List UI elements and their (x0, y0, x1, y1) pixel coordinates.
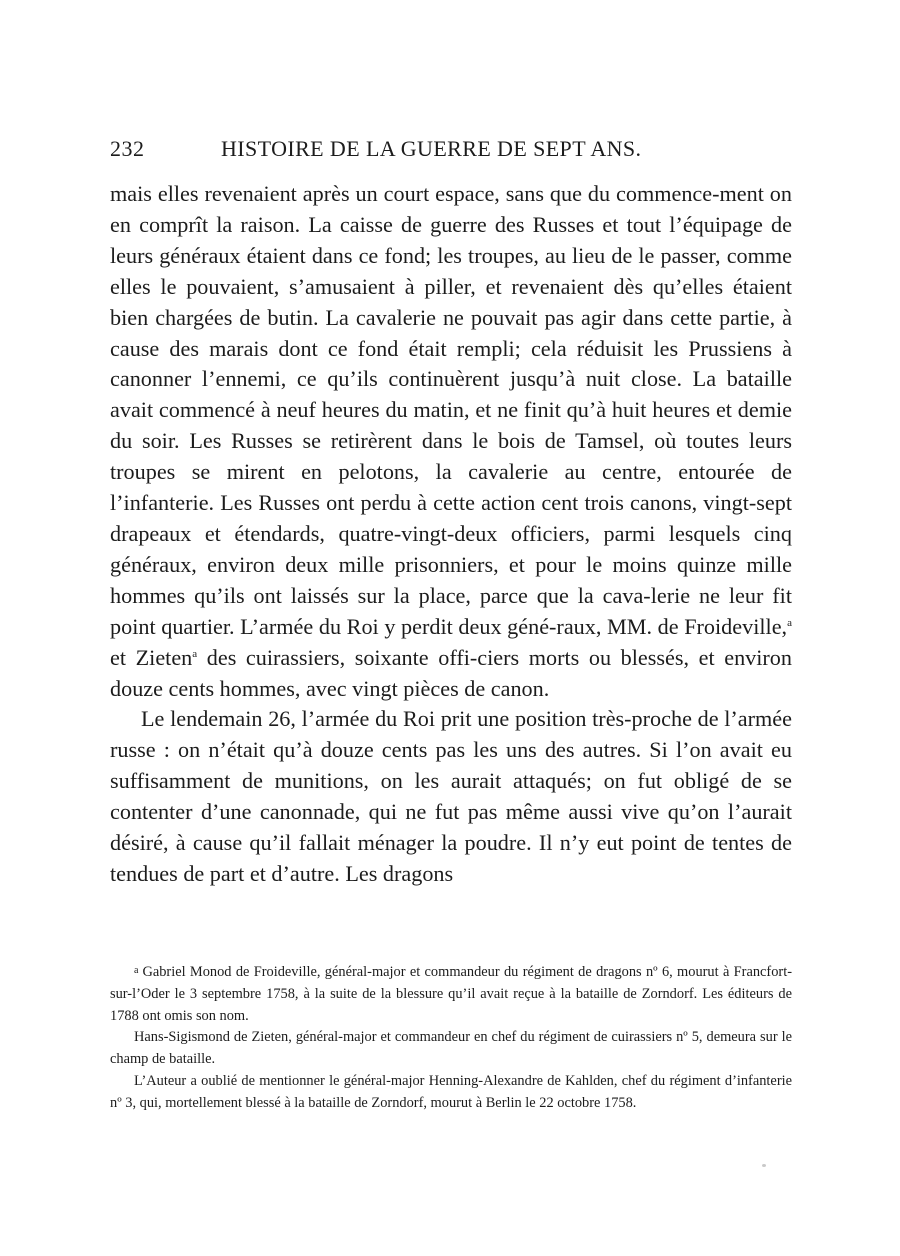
footnote-ref-zieten: a (192, 647, 198, 660)
footnote-ref-froideville: a (787, 616, 792, 629)
main-text (110, 179, 792, 890)
paragraph-1-text-b: et Zieten (110, 644, 193, 670)
page-number: 232 (110, 136, 145, 161)
footnotes (110, 960, 792, 1115)
paragraph-1-text-a: mais elles revenaient après un court espace, sans que du commence-ment on en comprît la raison. La caisse de guerre des Russes et tout l’équipage de leurs généraux étaient dans ce fond; les troupes, au lieu de le passer, comme elles le pouvaient, s’amusaient à piller, et revenaient dès qu’elles étaient bien chargées de butin. La cavalerie ne pouvait pas agir dans cette partie, à cause des marais dont ce fond était rempli; cela réduisit les Prussiens à canonner l’ennemi, ce qu’ils continuèrent jusqu’à nuit close. La bataille avait commencé à neuf heures du matin, et ne finit qu’à huit heures et demie du soir. Les Russes se retirèrent dans le bois de Tamsel, où toutes leurs troupes se mirent en pelotons, la cavalerie au centre, entourée de l’infanterie. Les Russes ont perdu à cette action cent trois canons, vingt-sept drapeaux et étendards, quatre-vingt-deux officiers, parmi lesquels cinq généraux, environ deux mille prisonniers, et pour le moins quinze mille hommes qu’ils ont laissés sur la place, parce que la cava-lerie ne leur fit point quartier. L’armée du Roi y perdit deux géné-raux, MM. de Froideville, (110, 181, 792, 639)
paragraph-2: Le lendemain 26, l’armée du Roi prit une position très-proche de l’armée russe : on n’était qu’à douze cents pas les uns des autres. Si l’on avait eu suffisamment de munitions, on les aurait attaqués; on fut obligé de se contenter d’une canonnade, qui ne fut pas même aussi vive qu’on l’aurait désiré, à cause qu’il fallait ménager la poudre. Il n’y eut point de tentes de tendues de part et d’autre. Les dragons (110, 706, 792, 886)
paragraph-1-text-c: des cuirassiers, soixante offi-ciers morts ou blessés, et environ douze cents hommes, avec vingt pièces de canon. (110, 644, 792, 701)
footnote-3: L’Auteur a oublié de mentionner le général-major Henning-Alexandre de Kahlden, chef du régiment d’infanterie nº 3, qui, mortellement blessé à la bataille de Zorndorf, mourut à Berlin le 22 octobre 1758. (110, 1072, 792, 1111)
paragraph-1 (110, 179, 792, 704)
page-header (110, 136, 792, 166)
footnote-2: Hans-Sigismond de Zieten, général-major et commandeur en chef du régiment de cuirassiers nº 5, demeura sur le champ de bataille. (110, 1029, 792, 1068)
footnote-marker: a (134, 965, 139, 976)
footnote-1-text: Gabriel Monod de Froideville, général-major et commandeur du régiment de dragons nº 6, mourut à Francfort-sur-l’Oder le 3 septembre 1758, à la suite de la blessure qu’il avait reçue à la bataille de Zorndorf. Les éditeurs de 1788 ont omis son nom. (110, 964, 792, 1024)
running-title: HISTOIRE DE LA GUERRE DE SEPT ANS. (221, 136, 642, 161)
footnote-1 (110, 960, 792, 1027)
paper-speck (762, 1164, 766, 1167)
